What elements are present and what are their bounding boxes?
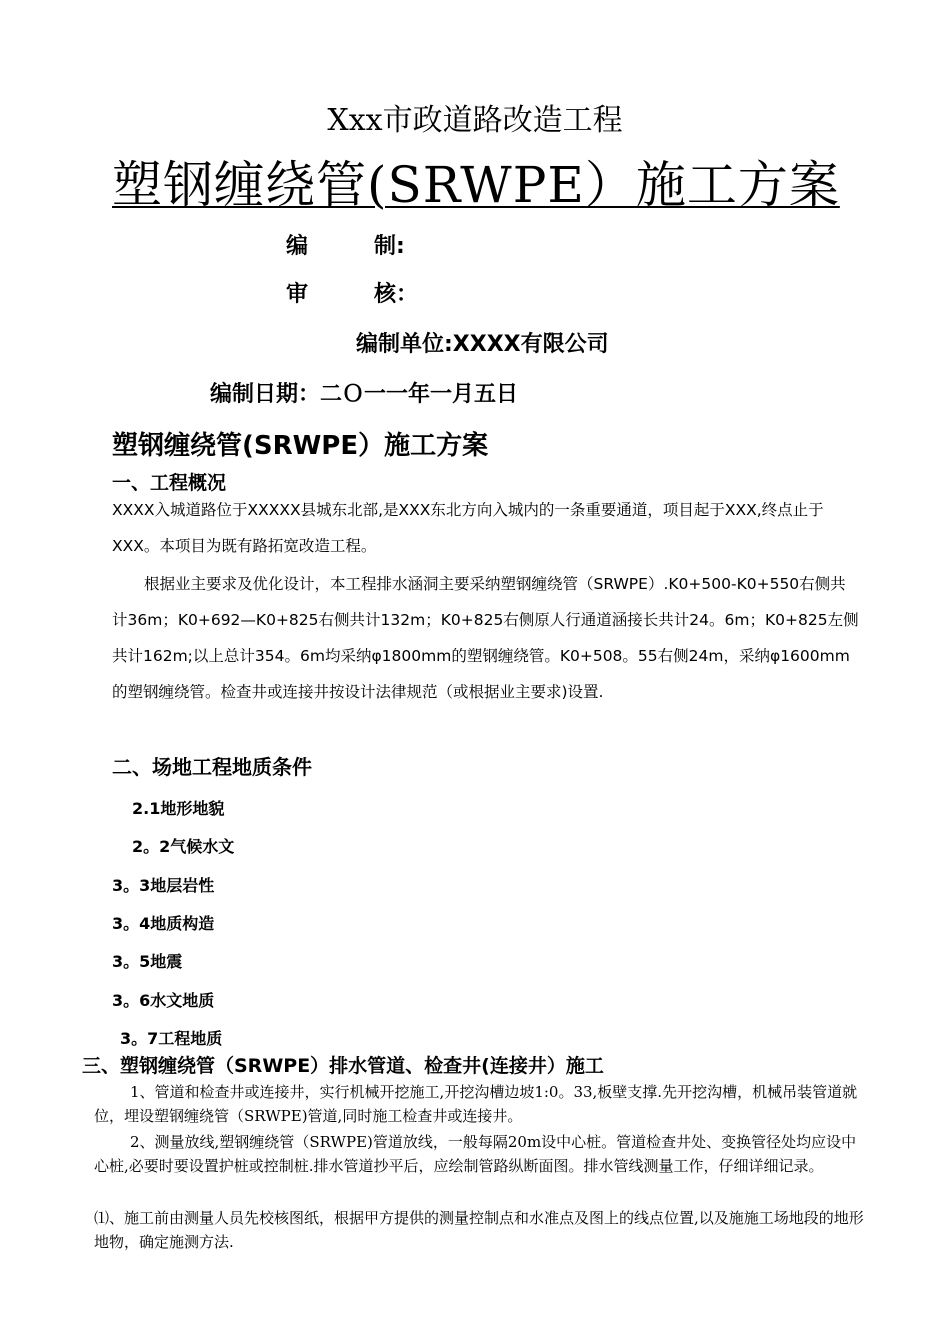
- document-title-text: 塑钢缠绕管(SRWPE）施工方案: [112, 156, 840, 214]
- body-heading: 塑钢缠绕管(SRWPE）施工方案: [112, 431, 489, 461]
- section-2-item: 3。6水文地质: [112, 991, 215, 1010]
- section-3-paragraph-3: ⑴、施工前由测量人员先校核图纸，根据甲方提供的测量控制点和水准点及图上的线点位置,以及施施工场地段的地形地物，确定施测方法.: [94, 1209, 864, 1251]
- section-2-item: 2。2气候水文: [132, 837, 235, 856]
- compiling-unit: 编制单位:XXXX有限公司: [356, 332, 609, 357]
- section-2-title: 二、场地工程地质条件: [112, 755, 312, 779]
- section-2-item: 3。7工程地质: [120, 1029, 223, 1048]
- section-2-item: 3。5地震: [112, 952, 183, 971]
- compiling-date: 编制日期：二Ｏ一一年一月五日: [210, 382, 519, 407]
- section-1-paragraph-1: XXXX入城道路位于XXXXX县城东北部,是XXX东北方向入城内的一条重要通道，项目起于XXX,终点止于XXX。本项目为既有路拓宽改造工程。: [112, 501, 824, 555]
- section-3-paragraph-1: 1、管道和检查井或连接井，实行机械开挖施工,开挖沟槽边坡1:0。33,板壁支撑.先开挖沟槽，机械吊装管道就位，埋设塑钢缠绕管（SRWPE)管道,同时施工检查井或连接井。: [94, 1083, 858, 1125]
- section-1-title: 一、工程概况: [112, 472, 227, 494]
- section-2-item: 3。3地层岩性: [112, 876, 215, 895]
- section-2-item: 2.1地形地貌: [132, 799, 225, 818]
- reviewer-label: 审 核：: [286, 282, 419, 307]
- section-3-title: 三、塑钢缠绕管（SRWPE）排水管道、检查井(连接井）施工: [82, 1055, 604, 1077]
- compiler-label: 编 制:: [286, 234, 405, 259]
- document-title: [112, 150, 872, 220]
- section-2-item: 3。4地质构造: [112, 914, 215, 933]
- section-3-paragraph-2: 2、测量放线,塑钢缠绕管（SRWPE)管道放线，一般每隔20m设中心桩。管道检查井处、变换管径处均应设中心桩,必要时要设置护桩或控制桩.排水管道抄平后，应绘制管路纵断面图。排水管线测量工作，仔细详细记录。: [94, 1133, 857, 1175]
- project-name: Xxx市政道路改造工程: [327, 103, 623, 138]
- section-1-paragraph-2: 根据业主要求及优化设计，本工程排水涵洞主要采纳塑钢缠绕管（SRWPE）.K0+500-K0+550右侧共计36m；K0+692—K0+825右侧共计132m；K0+825右侧原人行通道涵接长共计24。6m；K0+825左侧共计162m;以上总计354。6m均采纳φ1800mm的塑钢缠绕管。K0+508。55右侧24m，采纳φ1600mm的塑钢缠绕管。检查井或连接井按设计法律规范（或根据业主要求)设置.: [112, 575, 859, 701]
